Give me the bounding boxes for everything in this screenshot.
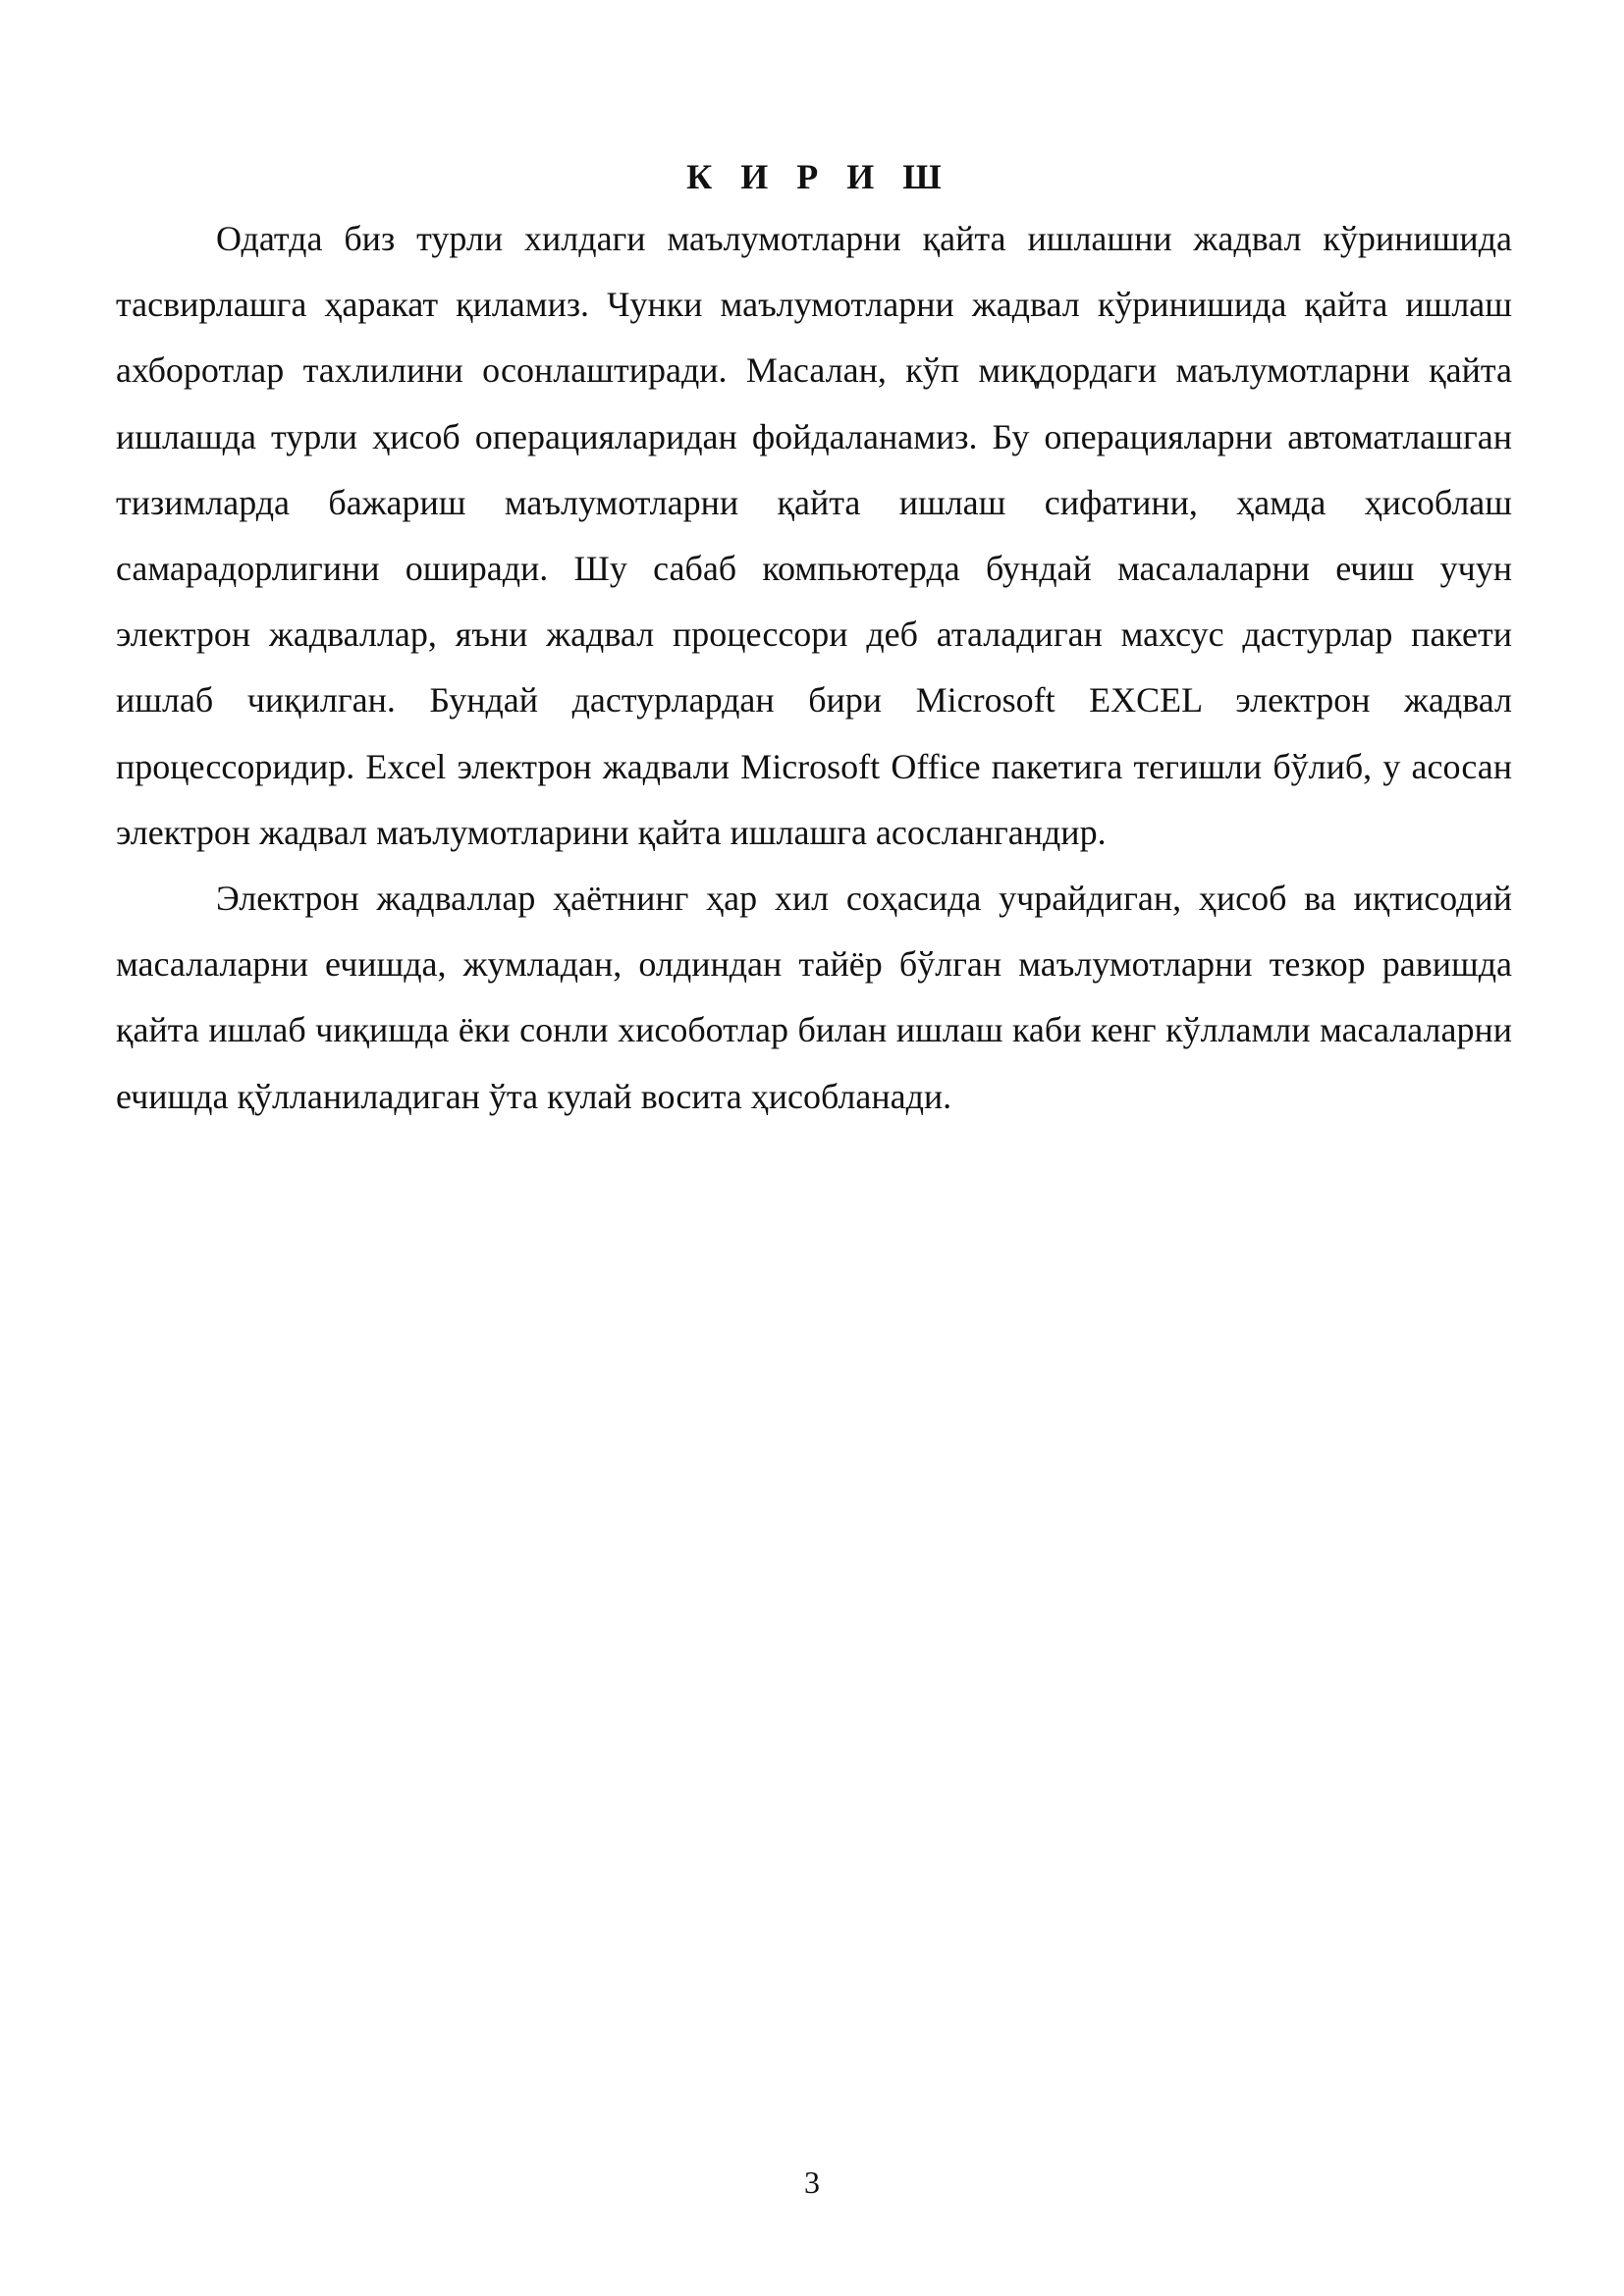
paragraph-intro: Одатда биз турли хилдаги маълумотларни қайта ишлашни жадвал кўринишида тасвирлашга ҳаракат қиламиз. Чунки маълумотларни жадвал кўринишида қайта ишлаш ахборотлар тахлилини осонлаштиради. Масалан, кўп миқдордаги маълумотларни қайта ишлашда турли ҳисоб операцияларидан фойдаланамиз. Бу операцияларни автоматлашган тизимларда бажариш маълумотларни қайта ишлаш сифатини, ҳамда ҳисоблаш самарадорлигини оширади. Шу сабаб компьютерда бундай масалаларни ечиш учун электрон жадваллар, яъни жадвал процессори деб аталадиган махсус дастурлар пакети ишлаб чиқилган. Бундай дастурлардан бири Microsoft EXCEL электрон жадвал процессоридир. Excel электрон жадвали Microsoft Office пакетига тегишли бўлиб, у асосан электрон жадвал маълумотларини қайта ишлашга асослангандир. [116,219,1512,852]
page-content [116,147,1512,1130]
section-title: К И Р И Ш [686,157,951,196]
page-number: 3 [804,2164,820,2200]
paragraph-spreadsheets: Электрон жадваллар ҳаётнинг ҳар хил соҳасида учрайдиган, ҳисоб ва иқтисодий масалаларни ечишда, жумладан, олдиндан тайёр бўлган маълумотларни тезкор равишда қайта ишлаб чиқишда ёки сонли хисоботлар билан ишлаш каби кенг кўлламли масалаларни ечишда қўлланиладиган ўта кулай восита ҳисобланади. [116,879,1512,1116]
